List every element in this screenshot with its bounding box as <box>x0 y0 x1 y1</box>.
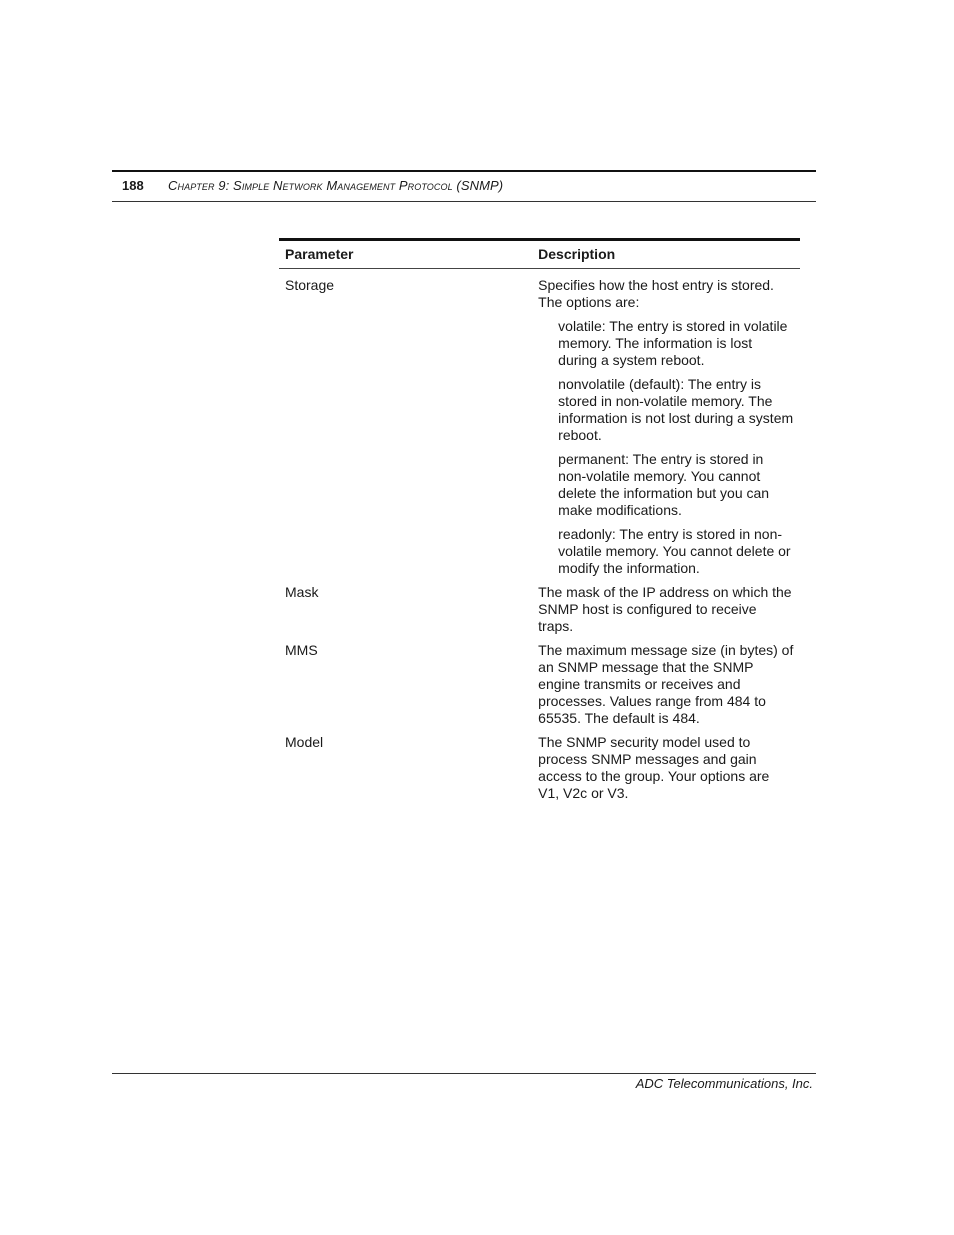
footer-rule <box>112 1073 816 1074</box>
parameter-cell: Model <box>285 734 324 750</box>
header-top-rule <box>112 170 816 172</box>
storage-option-permanent: permanent: The entry is stored in non-volatile memory. You cannot delete the information but you can make modifications. <box>558 451 770 518</box>
table-row <box>279 727 800 802</box>
storage-option-volatile: volatile: The entry is stored in volatile memory. The information is lost during a system reboot. <box>558 318 788 368</box>
parameter-cell: MMS <box>285 642 318 658</box>
chapter-title: Chapter 9: Simple Network Management Protocol (SNMP) <box>168 178 504 193</box>
storage-option-nonvolatile: nonvolatile (default): The entry is stored in non-volatile memory. The information is not lost during a system reboot. <box>558 376 794 443</box>
table-row <box>279 635 800 727</box>
description-cell: The SNMP security model used to process SNMP messages and gain access to the group. Your options are V1, V2c or V3. <box>538 734 770 801</box>
column-header-parameter: Parameter <box>279 240 532 269</box>
table-header-row <box>279 240 800 269</box>
storage-option-readonly: readonly: The entry is stored in non-volatile memory. You cannot delete or modify the information. <box>558 526 791 576</box>
footer-company: ADC Telecommunications, Inc. <box>635 1076 813 1091</box>
table-row <box>279 577 800 635</box>
column-header-description: Description <box>532 240 800 269</box>
description-cell: The maximum message size (in bytes) of an SNMP message that the SNMP engine transmits or receives and processes. Values range from 484 to 65535. The default is 484. <box>538 642 794 726</box>
page-number: 188 <box>122 178 144 193</box>
description-cell <box>532 269 800 578</box>
parameter-table <box>279 238 800 802</box>
parameter-cell: Storage <box>285 277 335 293</box>
description-cell: The mask of the IP address on which the SNMP host is configured to receive traps. <box>538 584 792 634</box>
description-text: Specifies how the host entry is stored. The options are: <box>538 277 774 310</box>
parameter-cell: Mask <box>285 584 319 600</box>
header-bottom-rule <box>112 201 816 202</box>
table-row <box>279 269 800 578</box>
